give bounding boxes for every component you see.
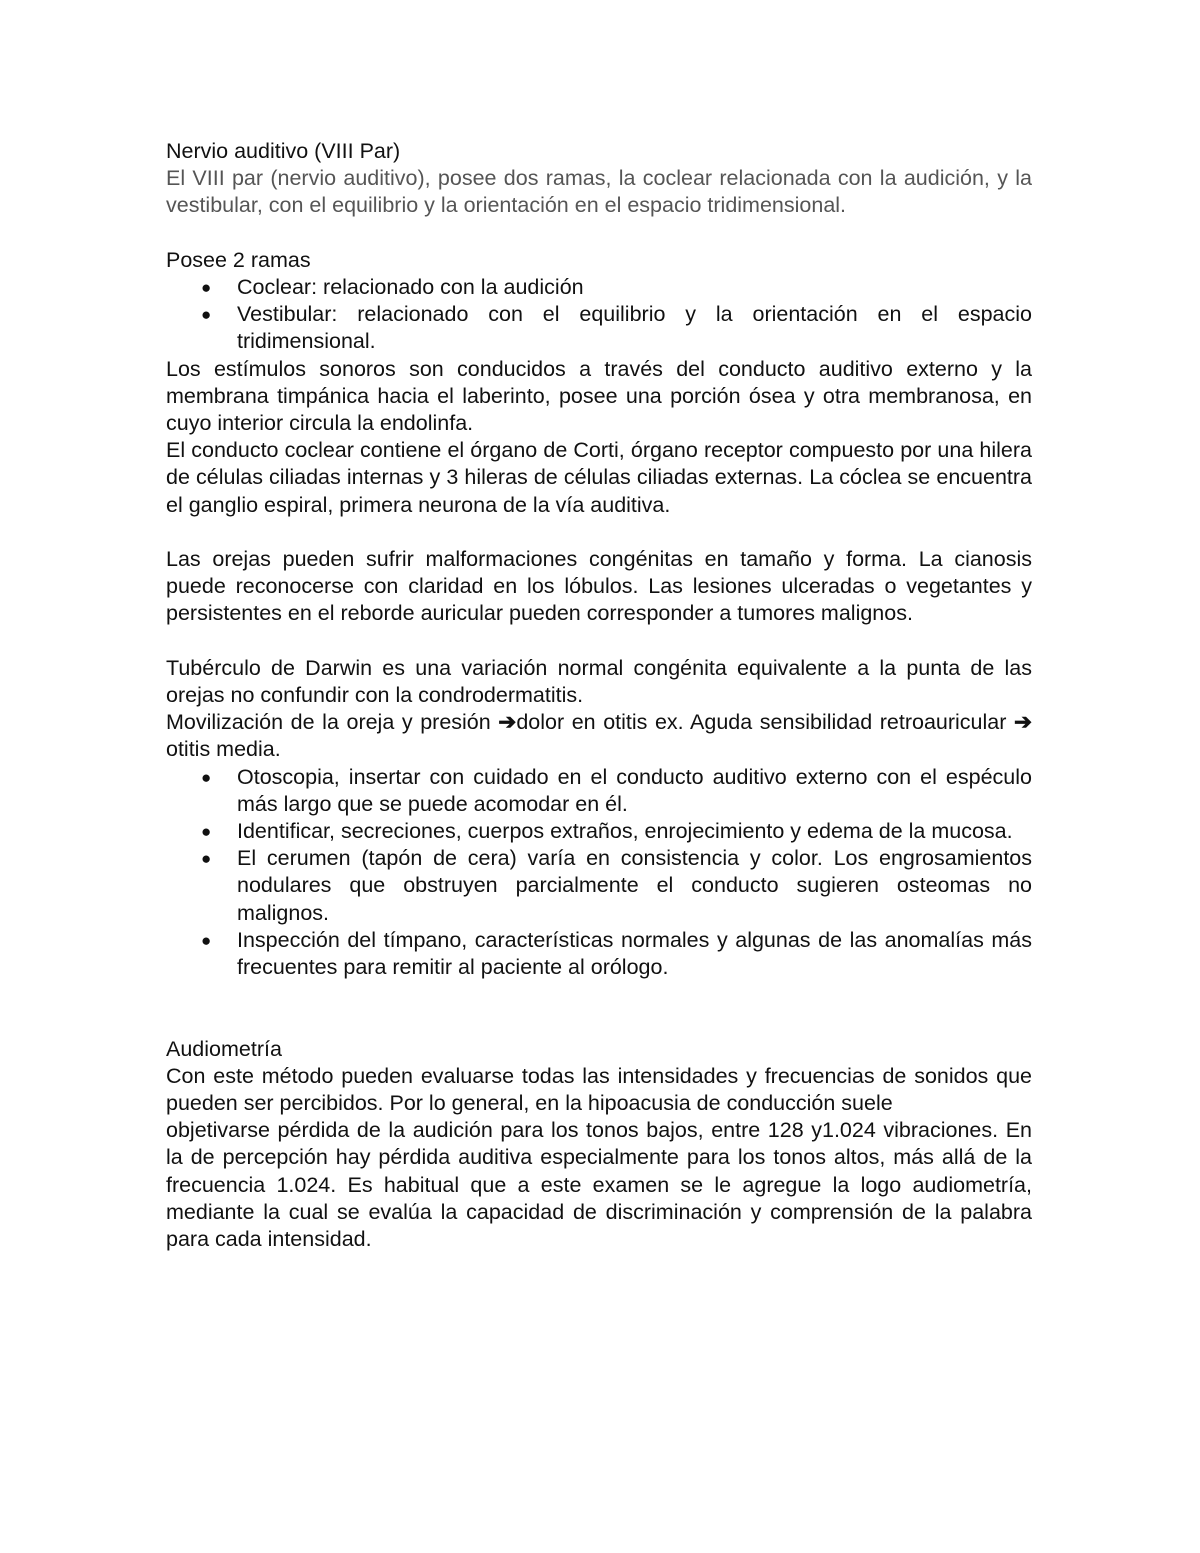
list-item-text: Coclear: relacionado con la audición — [237, 275, 584, 299]
bullet-icon: ● — [201, 305, 212, 325]
list-item — [166, 927, 1032, 981]
list-item — [166, 764, 1032, 818]
arrow-right-icon: ➔ — [498, 710, 517, 735]
branches-list — [166, 274, 1032, 356]
intro-paragraph: El VIII par (nervio auditivo), posee dos ramas, la coclear relacionada con la audición, y la vestibular, con el equilibrio y la orientación en el espacio tridimensional. — [166, 166, 1032, 218]
arrow-right-icon: ➔ — [1013, 710, 1032, 735]
mobilization-text-b: dolor en otitis ex. Aguda sensibilidad retroauricular — [516, 710, 1014, 735]
list-item — [166, 818, 1032, 845]
audiometry-paragraph-2: objetivarse pérdida de la audición para los tonos bajos, entre 128 y1.024 vibraciones. En la de percepción hay pérdida auditiva especialmente para los tonos altos, más allá de la frecuencia 1.024. Es habitual que a este examen se le agregue la logo audiometría, mediante la cual se evalúa la capacidad de discriminación y comprensión de la palabra para cada intensidad. — [166, 1118, 1032, 1252]
bullet-icon: ● — [201, 822, 212, 842]
bullet-icon: ● — [201, 930, 212, 950]
list-item — [166, 301, 1032, 355]
list-item — [166, 274, 1032, 301]
bullet-icon: ● — [201, 767, 212, 787]
mobilization-text-a: Movilización de la oreja y presión — [166, 710, 499, 735]
list-item-text: Vestibular: relacionado con el equilibrio y la orientación en el espacio tridimensional. — [237, 302, 1032, 354]
list-item-text: Otoscopia, insertar con cuidado en el conducto auditivo externo con el espéculo más largo que se puede acomodar en él. — [237, 764, 1032, 816]
stimuli-paragraph: Los estímulos sonoros son conducidos a través del conducto auditivo externo y la membrana timpánica hacia el laberinto, posee una porción ósea y otra membranosa, en cuyo interior circula la endolinfa. — [166, 356, 1032, 436]
branches-title: Posee 2 ramas — [166, 247, 311, 272]
section-title-nervio-auditivo: Nervio auditivo (VIII Par) — [166, 139, 401, 163]
document-body — [166, 138, 1032, 1253]
mobilization-paragraph — [166, 709, 1032, 763]
audiometry-title: Audiometría — [166, 1036, 282, 1061]
list-item-text: Inspección del tímpano, características normales y algunas de las anomalías más frecuentes para remitir al paciente al orólogo. — [237, 927, 1032, 980]
otoscopy-list — [166, 764, 1032, 982]
spacer — [166, 519, 1032, 546]
spacer — [166, 628, 1032, 655]
darwin-paragraph: Tubérculo de Darwin es una variación normal congénita equivalente a la punta de las orejas no confundir con la condrodermatitis. — [166, 655, 1032, 708]
bullet-icon: ● — [201, 849, 212, 869]
ears-paragraph: Las orejas pueden sufrir malformaciones congénitas en tamaño y forma. La cianosis puede reconocerse con claridad en los lóbulos. Las lesiones ulceradas o vegetantes y persistentes en el reborde auricular pueden corresponder a tumores malignos. — [166, 547, 1032, 626]
bullet-icon: ● — [201, 278, 212, 297]
mobilization-text-c: otitis media. — [166, 737, 281, 762]
list-item-text: El cerumen (tapón de cera) varía en consistencia y color. Los engrosamientos nodulares que obstruyen parcialmente el conducto sugieren osteomas no malignos. — [237, 846, 1032, 925]
spacer — [166, 981, 1032, 1035]
list-item — [166, 845, 1032, 927]
cochlear-duct-paragraph: El conducto coclear contiene el órgano de Corti, órgano receptor compuesto por una hilera de células ciliadas internas y 3 hileras de células ciliadas externas. La cóclea se encuentra el ganglio espiral, primera neurona de la vía auditiva. — [166, 438, 1032, 517]
list-item-text: Identificar, secreciones, cuerpos extraños, enrojecimiento y edema de la mucosa. — [237, 819, 1013, 844]
audiometry-paragraph-1: Con este método pueden evaluarse todas las intensidades y frecuencias de sonidos que pueden ser percibidos. Por lo general, en la hipoacusia de conducción suele — [166, 1063, 1032, 1116]
spacer — [166, 220, 1032, 247]
